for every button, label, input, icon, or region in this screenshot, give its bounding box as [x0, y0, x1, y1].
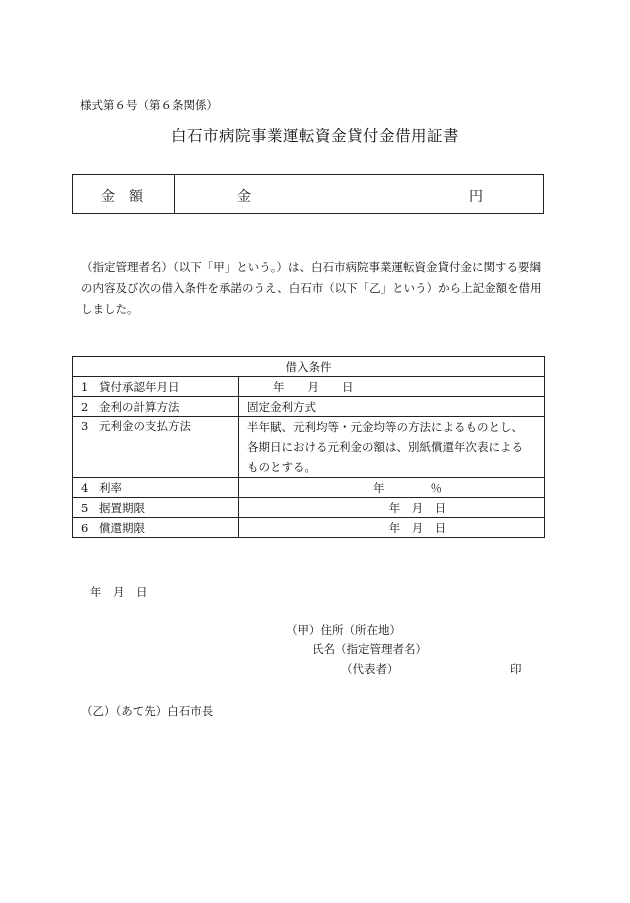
body-paragraph: （指定管理者名）（以下「甲」という。）は、白石市病院事業運転資金貸付金に関する要綱の内容及び次の借入条件を承諾のうえ、白石市（以下「乙」という）から上記金額を借用しました。: [81, 260, 542, 316]
condition-value: 年 月 日: [388, 500, 447, 515]
condition-label-cell: [73, 397, 239, 417]
party-a-address: （甲）住所（所在地）: [286, 623, 401, 637]
amount-box: [72, 174, 544, 214]
condition-value-cell: [239, 498, 545, 518]
condition-label-cell: [73, 478, 239, 498]
condition-number: 4: [81, 480, 89, 495]
condition-number: 2: [81, 399, 89, 414]
issue-date: 年 月 日: [90, 585, 148, 599]
condition-value-cell: [239, 397, 545, 417]
condition-number: 3: [81, 419, 89, 433]
condition-label-cell: [73, 498, 239, 518]
condition-label-cell: [73, 377, 239, 397]
condition-label: 金利の計算方法: [99, 399, 180, 414]
condition-label: 据置期限: [99, 500, 145, 515]
amount-prefix: 金: [237, 189, 251, 205]
condition-value-line: 半年賦、元利均等・元金均等の方法によるものとし、: [247, 420, 523, 434]
table-row: [73, 518, 545, 538]
amount-suffix: 円: [469, 189, 483, 205]
condition-value-cell: [239, 478, 545, 498]
condition-value-cell: [239, 417, 545, 478]
form-number: 様式第６号（第６条関係）: [80, 98, 218, 112]
condition-value: 固定金利方式: [247, 399, 316, 414]
condition-label-cell: [73, 518, 239, 538]
party-b-addressee: （乙）（あて先）白石市長: [81, 704, 214, 718]
table-row: [73, 397, 545, 417]
table-row: [73, 498, 545, 518]
condition-label: 元利金の支払方法: [99, 419, 191, 433]
condition-label: 貸付承認年月日: [99, 379, 180, 394]
condition-value-line: 各期日における元利金の額は、別紙償還年次表による: [247, 440, 523, 454]
conditions-header-row: [73, 357, 545, 377]
party-a-representative: （代表者）: [341, 662, 399, 676]
condition-label-cell: [73, 417, 239, 478]
condition-number: 1: [81, 379, 89, 394]
condition-value: 年 ％: [373, 480, 442, 495]
condition-value-line: ものとする。: [247, 460, 316, 474]
seal-mark: 印: [510, 662, 522, 676]
condition-number: 5: [81, 500, 89, 515]
party-a-name: 氏名（指定管理者名）: [312, 642, 427, 656]
amount-label: 金 額: [101, 189, 143, 205]
condition-value-cell: [239, 377, 545, 397]
amount-divider: [174, 175, 175, 213]
condition-value: 年 月 日: [388, 520, 447, 535]
table-row: [73, 377, 545, 397]
conditions-header: 借入条件: [73, 357, 545, 377]
condition-value-cell: [239, 518, 545, 538]
document-title: 白石市病院事業運転資金貸付金借用証書: [170, 127, 459, 145]
loan-conditions-table: [72, 356, 545, 538]
condition-value: 年 月 日: [273, 379, 354, 394]
condition-label: 償還期限: [99, 520, 145, 535]
condition-label: 利率: [99, 480, 122, 495]
table-row: [73, 417, 545, 478]
table-row: [73, 478, 545, 498]
condition-number: 6: [81, 520, 89, 535]
